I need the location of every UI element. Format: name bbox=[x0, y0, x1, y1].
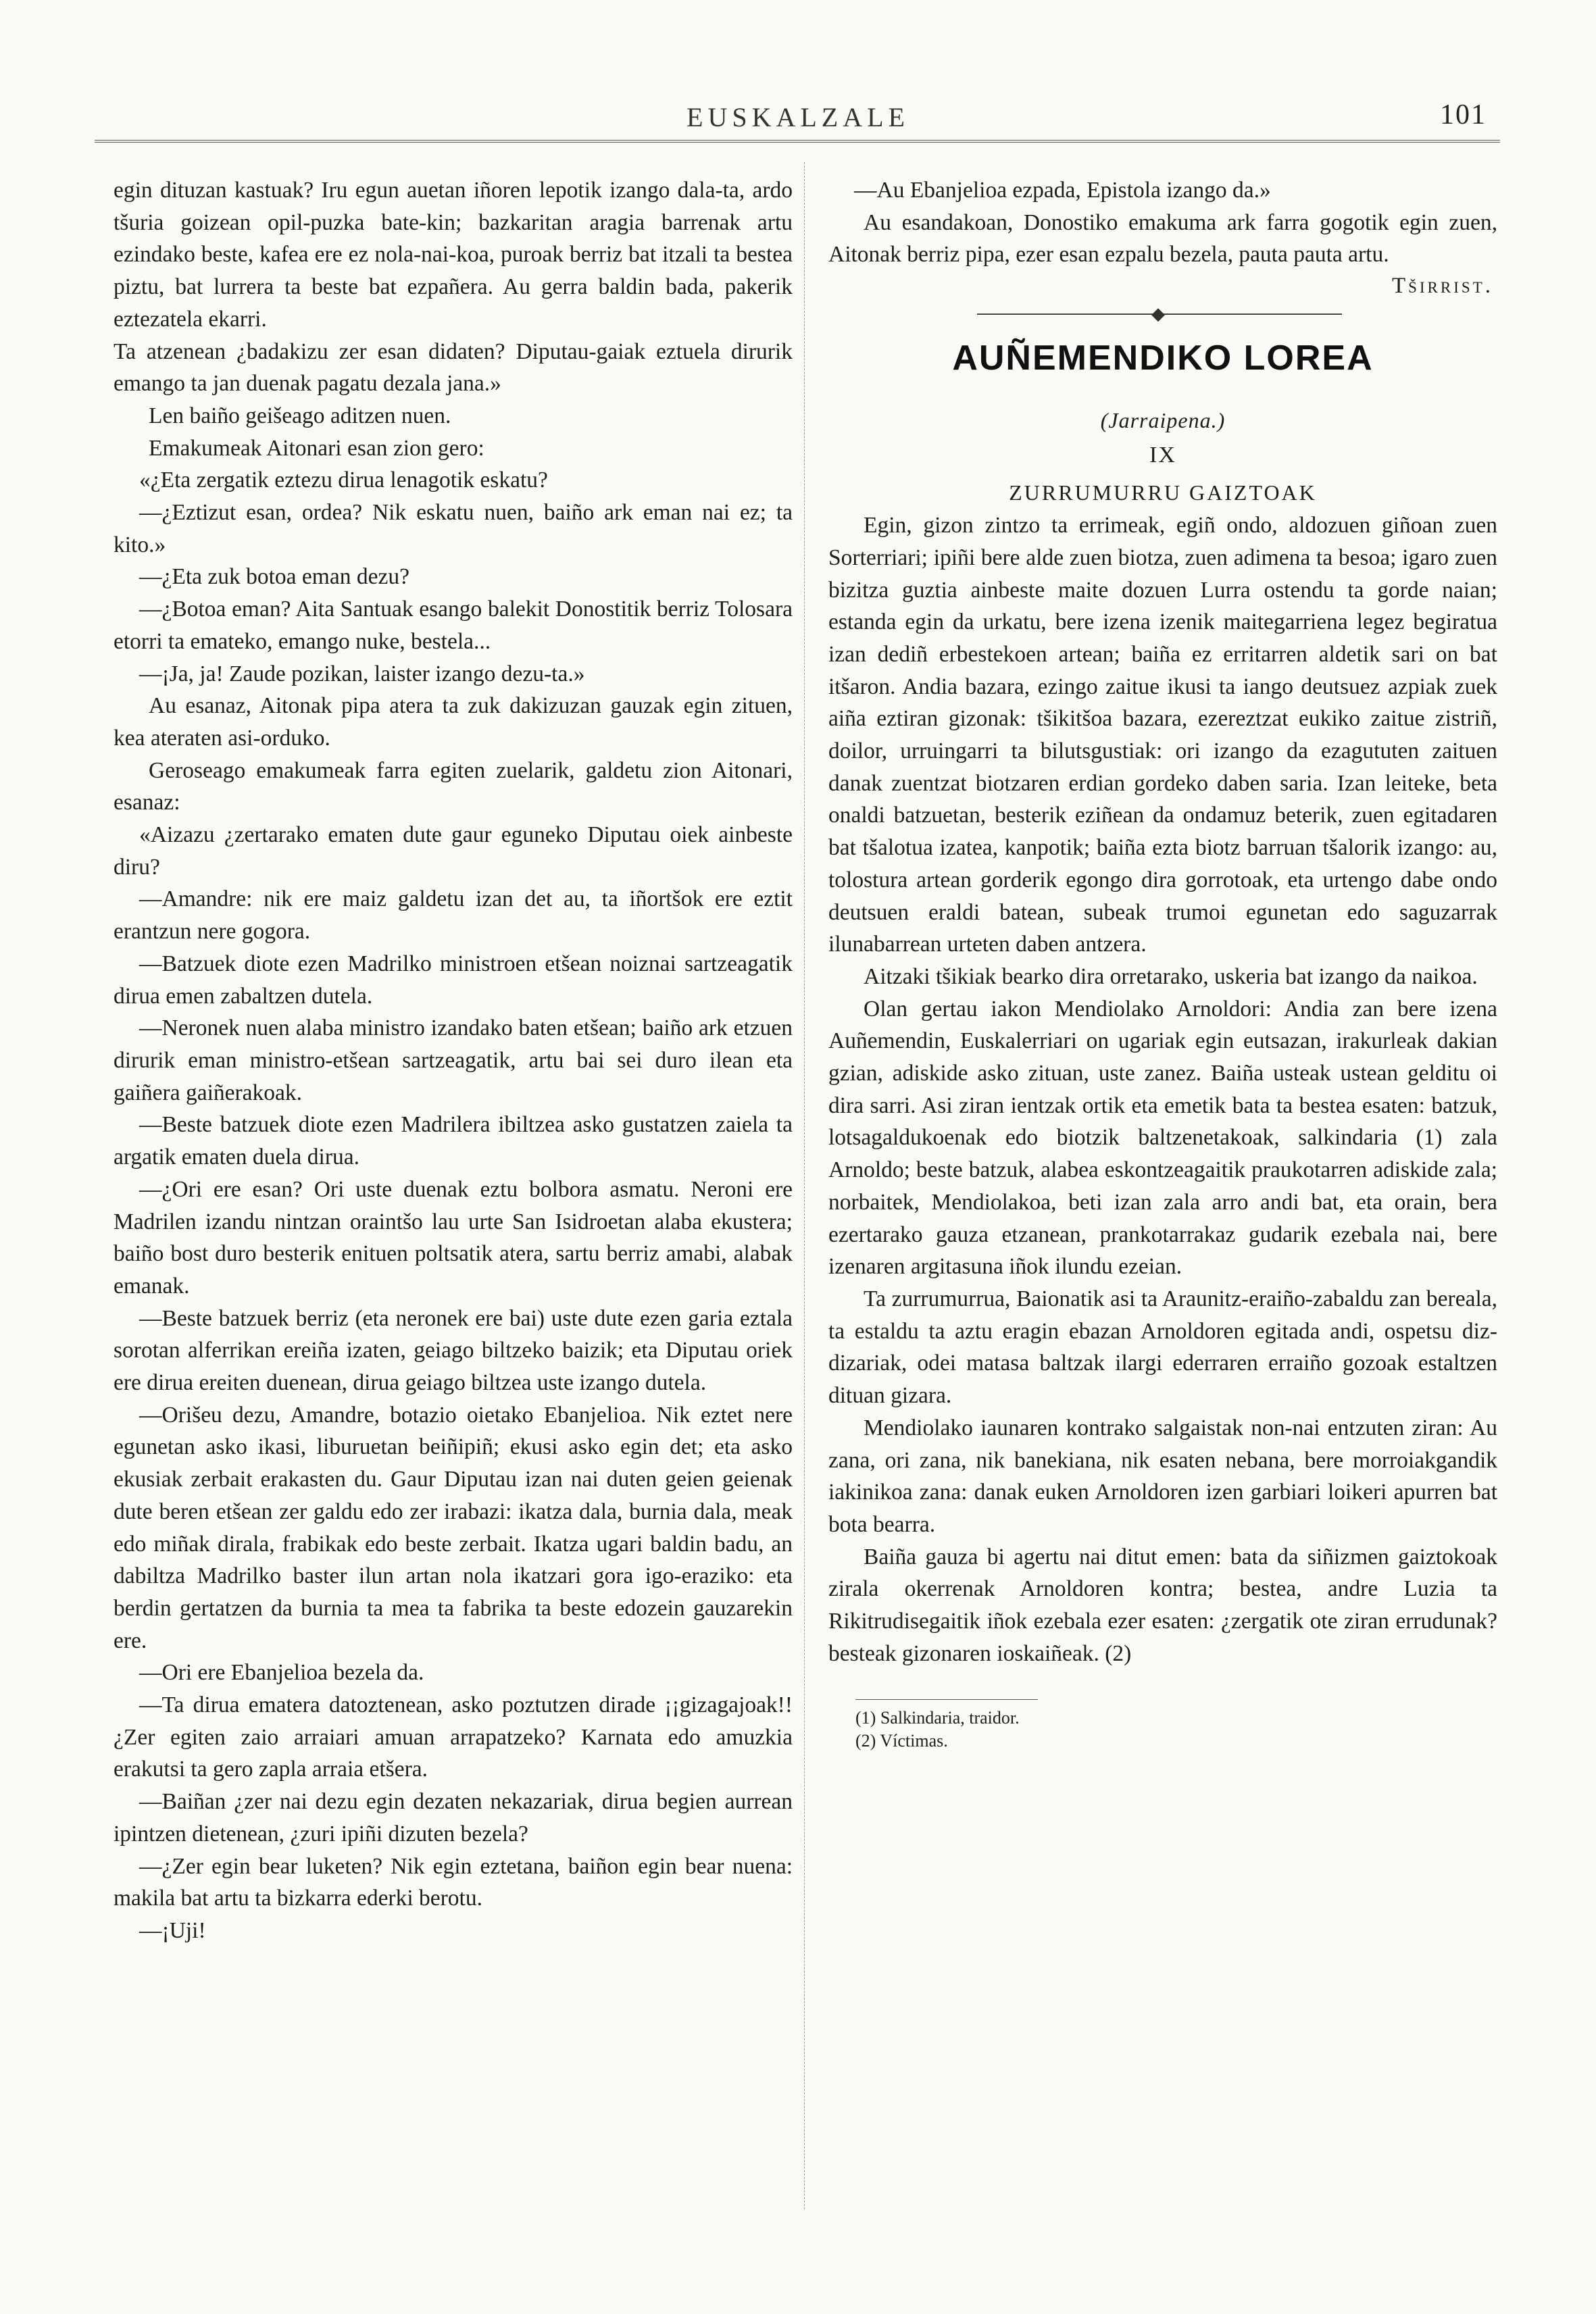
article-body bbox=[828, 509, 1497, 1669]
paragraph: Au esandakoan, Donostiko emakuma ark farra gogotik egin zuen, Aitonak berriz pipa, ezer esan ezpalu bezela, pauta pauta artu. bbox=[828, 209, 1497, 268]
chapter-title: ZURRUMURRU GAIZTOAK bbox=[1009, 480, 1317, 505]
footnote-marker: (1) bbox=[855, 1708, 880, 1728]
paragraph: —¿Ori ere esan? Ori uste duenak eztu bolbora asmatu. Neroni ere Madrilen izandu nintzan oraintšo lau urte San Isidroetan alaba ekustera; baiño bost duro besterik enituen poltsatik atera, sartu berriz amabi, alabak emanak. bbox=[114, 1176, 793, 1299]
paragraph: —¡Uji! bbox=[139, 1917, 206, 1943]
signature: Tširrist. bbox=[1391, 274, 1493, 299]
paragraph: —Neronek nuen alaba ministro izandako baten etšean; baiño ark etzuen dirurik eman ministro-etšean sartzeagatik, artu bai sei duro ilean eta gaiñera gaiñerakoak. bbox=[114, 1015, 793, 1105]
continued-note: (Jarraipena.) bbox=[1100, 408, 1226, 433]
paragraph: egin dituzan kastuak? Iru egun auetan iñoren lepotik izango dala-ta, ardo tšuria goizean opil-puzka bate-kin; bazkaritan aragia barrenak artu ezindako beste, kafea ere ez nola-nai-koa, puroak berriz bat itzali ta bestea piztu, bat lurrera ta beste bat ezpañera. Au gerra baldin bada, pakerik eztezatela ekarri. bbox=[114, 178, 793, 332]
paragraph: Emakumeak Aitonari esan zion gero: bbox=[149, 435, 484, 461]
paragraph: Len baiño geišeago aditzen nuen. bbox=[149, 403, 451, 428]
chapter-number: IX bbox=[1149, 443, 1176, 468]
paragraph: —Ta dirua ematera datoztenean, asko poztutzen dirade ¡¡gizagajoak!! ¿Zer egiten zaio arraiari amuan arrapatzeko? Karnata edo amuzkia erakutsi ta gero zapla arraia etšera. bbox=[114, 1692, 793, 1782]
column-divider bbox=[804, 162, 805, 2209]
paragraph: —¿Zer egin bear luketen? Nik egin eztetana, baiñon egin bear nuena: makila bat artu ta bizkarra ederki berotu. bbox=[114, 1853, 793, 1911]
footnote-marker: (2) bbox=[855, 1731, 880, 1751]
paragraph: Egin, gizon zintzo ta errimeak, egiñ ondo, aldozuen giñoan zuen Sorterriari; ipiñi bere alde zuen biotza, zuen adimena ta besoa; igaro zuen bizitza guztia ainbeste maite dozuen Lurra ostendu ta gorde naian; estanda egin da urkatu, bere izena izenik maitegarriena legez begiratua izan dediñ erbestekoen artean; baiña ez erritarren aldetik sari on bat itšaron. Andia bazara, ezingo zaitue ikusi ta iango deutsuez azpiak zuek aiña eztiran gizonak: tšikitšoa bazara, ezereztzat eukiko zaitue zistriñ, doilor, urruingarri ta bilutsgustiak: ori izango da ezagututen zaituen danak zuentzat biotzaren erdian gordeko daben saria. Izan leiteke, beta onaldi batzuetan, besterik eziñean da ondamuz beterik, zuen egitadaren bat tšalotua izatea, kanpotik; baiña ezta biotz barruan tšalorik izango: au, tolostura artean gorderik egongo dira gorrotoak, eta urtengo dabe ondo deutsuen eraldi batean, subeak trumoi egunetan edo saguzarrak ilunabarrean urteten daben antzera. bbox=[828, 513, 1497, 957]
paragraph: —¡Ja, ja! Zaude pozikan, laister izango dezu-ta.» bbox=[139, 661, 585, 686]
footnote-text: Víctimas. bbox=[880, 1731, 948, 1751]
page-number: 101 bbox=[1440, 99, 1487, 130]
paragraph: —Beste batzuek berriz (eta neronek ere bai) uste dute ezen garia eztala sorotan alferrikan ereiña izaten, geiago biltzeko baizik; eta Diputau oriek ere dirua ereiten duenean, dirua geiago biltzea uste izango dutela. bbox=[114, 1305, 793, 1396]
paragraph: «¿Eta zergatik eztezu dirua lenagotik eskatu? bbox=[139, 468, 548, 493]
footnote bbox=[855, 1730, 1497, 1753]
paragraph: Olan gertau iakon Mendiolako Arnoldori: Andia zan bere izena Auñemendin, Euskalerriari on ugariak egin eutsazan, irakurleak dakian gzian, adiskide asko zituan, uste zanez. Baiña usteak ustean gelditu oi dira sarri. Asi ziran ientzak ortik eta emetik bata ta bestea esaten: batzuk, lotsagaldukoenak edo biotzik baltzenetakoak, salkindaria (1) zala Arnoldo; beste batzuk, alabea eskontzeagaitik praukotarren adiskide zala; norbaitek, Mendiolakoa, beti izan zala arro andi bat, eta orain, bera ezertarako gauza etzanean, prankotarrakaz gudarik ezebala nai, bere izenaren argitasuna iñok ilundu ezeian. bbox=[828, 996, 1497, 1280]
paragraph: —Baiñan ¿zer nai dezu egin dezaten nekazariak, dirua begien aurrean ipintzen dietenean, ¿zuri ipiñi dizuten bezela? bbox=[114, 1789, 793, 1846]
article-title: AUÑEMENDIKO LOREA bbox=[952, 338, 1374, 378]
paragraph: Aitzaki tšikiak bearko dira orretarako, uskeria bat izango da naikoa. bbox=[864, 963, 1478, 989]
paragraph: —¿Eta zuk botoa eman dezu? bbox=[139, 564, 409, 590]
paragraph: Baiña gauza bi agertu nai ditut emen: bata da siñizmen gaiztokoak zirala okerrenak Arnoldoren kontra; bestea, andre Luzia ta Rikitrudisegaitik iñok ezebala ezer esaten: ¿zergatik ote ziran errudunak? besteak gizonaren ioskaiñeak. (2) bbox=[828, 1544, 1497, 1666]
paragraph: «Aizazu ¿zertarako ematen dute gaur eguneko Diputau oiek ainbeste diru? bbox=[114, 822, 793, 880]
paragraph: —Batzuek diote ezen Madrilko ministroen etšean noiznai sartzeagatik dirua emen zabaltzen dutela. bbox=[114, 951, 793, 1009]
footnote-rule bbox=[855, 1699, 1038, 1700]
paragraph: —Au Ebanjelioa ezpada, Epistola izango da.» bbox=[854, 178, 1271, 203]
left-column bbox=[114, 174, 793, 1947]
paragraph: Ta atzenean ¿badakizu zer esan didaten? Diputau-gaiak eztuela dirurik emango ta jan duenak pagatu dezala jana.» bbox=[114, 338, 793, 397]
right-column-top bbox=[828, 174, 1497, 271]
footnotes bbox=[828, 1707, 1497, 1753]
footnote bbox=[855, 1707, 1497, 1730]
separator-ornament: ◆ bbox=[1151, 304, 1165, 324]
paragraph: —¿Eztizut esan, ordea? Nik eskatu nuen, baiño ark eman nai ez; ta kito.» bbox=[114, 500, 793, 557]
header-rule bbox=[95, 140, 1500, 143]
paragraph: —Orišeu dezu, Amandre, botazio oietako Ebanjelioa. Nik eztet nere egunetan asko ikasi, liburuetan beiñipiñ; ekusi asko egin det; eta asko ekusiak zerbait erakasten du. Gaur Diputau izan nai duten geien geienak dute beren etšean zer galdu edo zer irabazi: ikatza dala, burnia dala, meak edo miñak dirala, frabikak edo beste zerbait. Ikatza ugari baldin badu, an dabiltza Madrilko baster ilun artan nola ikatzari gora igo-eraziko: eta berdin gertatzen da burnia ta mea ta fabrika ta beste edozein gauzarekin ere. bbox=[114, 1402, 793, 1653]
section-separator bbox=[828, 299, 1497, 331]
paragraph: Au esanaz, Aitonak pipa atera ta zuk dakizuzan gauzak egin zituen, kea ateraten asi-orduko. bbox=[114, 693, 793, 751]
running-header-title: EUSKALZALE bbox=[687, 102, 909, 132]
paragraph: Ta zurrumurrua, Baionatik asi ta Araunitz-eraiño-zabaldu zan bereala, ta estaldu ta aztu eragin ebazan Arnoldoren egitada andi, ospetsu diz-dizariak, odei matasa baltzak ilargi ederraren erraiño gozoak estaltzen dituan gizara. bbox=[828, 1286, 1497, 1409]
footnote-text: Salkindaria, traidor. bbox=[880, 1708, 1020, 1728]
paragraph: —¿Botoa eman? Aita Santuak esango balekit Donostitik berriz Tolosara etorri ta emateko, emango nuke, bestela... bbox=[114, 597, 793, 654]
paragraph: Mendiolako iaunaren kontrako salgaistak non-nai entzuten ziran: Au zana, ori zana, nik banekiana, nik esaten nebana, bere morroiakgandik iakinikoa zana: danak euken Arnoldoren izen garbiari loikeri apurren bat bota bearra. bbox=[828, 1415, 1497, 1537]
right-column bbox=[828, 174, 1497, 1753]
paragraph: Geroseago emakumeak farra egiten zuelarik, galdetu zion Aitonari, esanaz: bbox=[114, 757, 793, 815]
paragraph: —Amandre: nik ere maiz galdetu izan det au, ta iñortšok ere eztit erantzun nere gogora. bbox=[114, 886, 793, 945]
paragraph: —Beste batzuek diote ezen Madrilera ibiltzea asko gustatzen zaiela ta argatik ematen duela dirua. bbox=[114, 1112, 793, 1170]
paragraph: —Ori ere Ebanjelioa bezela da. bbox=[139, 1660, 424, 1686]
